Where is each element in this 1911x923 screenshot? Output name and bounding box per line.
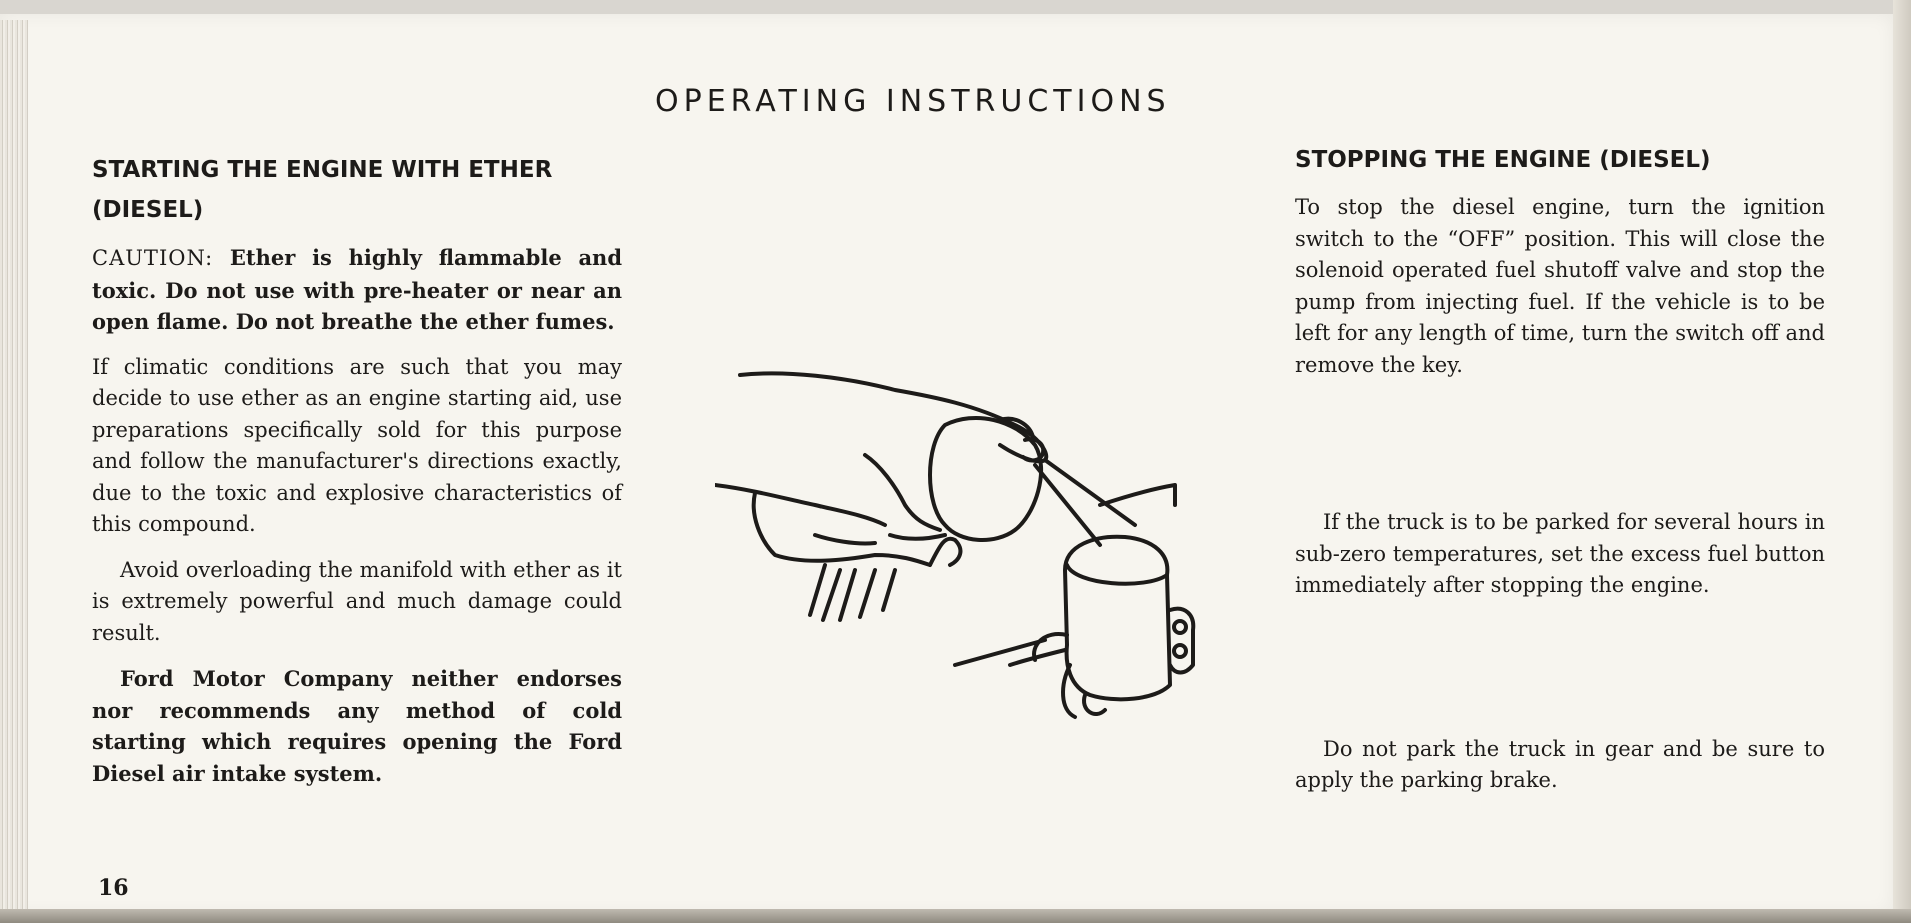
paragraph-subzero: If the truck is to be parked for several hours in sub-zero temperatures, set the excess fuel button immediately after stopping the engine. [1295,510,1825,597]
caution-label: CAUTION: [92,246,214,270]
page-number: 16 [98,875,129,901]
section-heading-stopping: STOPPING THE ENGINE (DIESEL) [1295,147,1711,173]
page-title: OPERATING INSTRUCTIONS [655,84,1171,119]
caution-text: Ether is highly flammable and toxic. Do not use with pre-heater or near an open flame. Do not breathe the ether fumes. [92,245,623,334]
caution-paragraph [92,242,622,338]
hand-spraying-ether-can-icon [715,365,1215,729]
page-stack-edge [0,20,28,915]
paragraph-climatic: If climatic conditions are such that you may decide to use ether as an engine starting aid, use preparations specifically sold for this purpose and follow the manufacturer's directions exactly, due to the toxic and explosive characteristics of this compound. [92,354,622,536]
paragraph-ford-disclaimer: Ford Motor Company neither endorses nor recommends any method of cold starting which requires opening the Ford Diesel air intake system. [92,666,622,786]
right-column [1295,140,1825,811]
left-column [92,150,622,803]
paragraph-parking: Do not park the truck in gear and be sure to apply the parking brake. [1295,736,1825,792]
right-page-edge [1893,0,1911,923]
page-bottom-shadow [0,909,1911,923]
paragraph-overloading: Avoid overloading the manifold with ether as it is extremely powerful and much damage could result. [92,557,622,645]
paragraph-stop-engine: To stop the diesel engine, turn the ignition switch to the “OFF” position. This will close the solenoid operated fuel shutoff valve and stop the pump from injecting fuel. If the vehicle is to be left for any length of time, turn the switch off and remove the key. [1295,195,1825,377]
section-heading-starting: STARTING THE ENGINE WITH ETHER (DIESEL) [92,157,553,223]
